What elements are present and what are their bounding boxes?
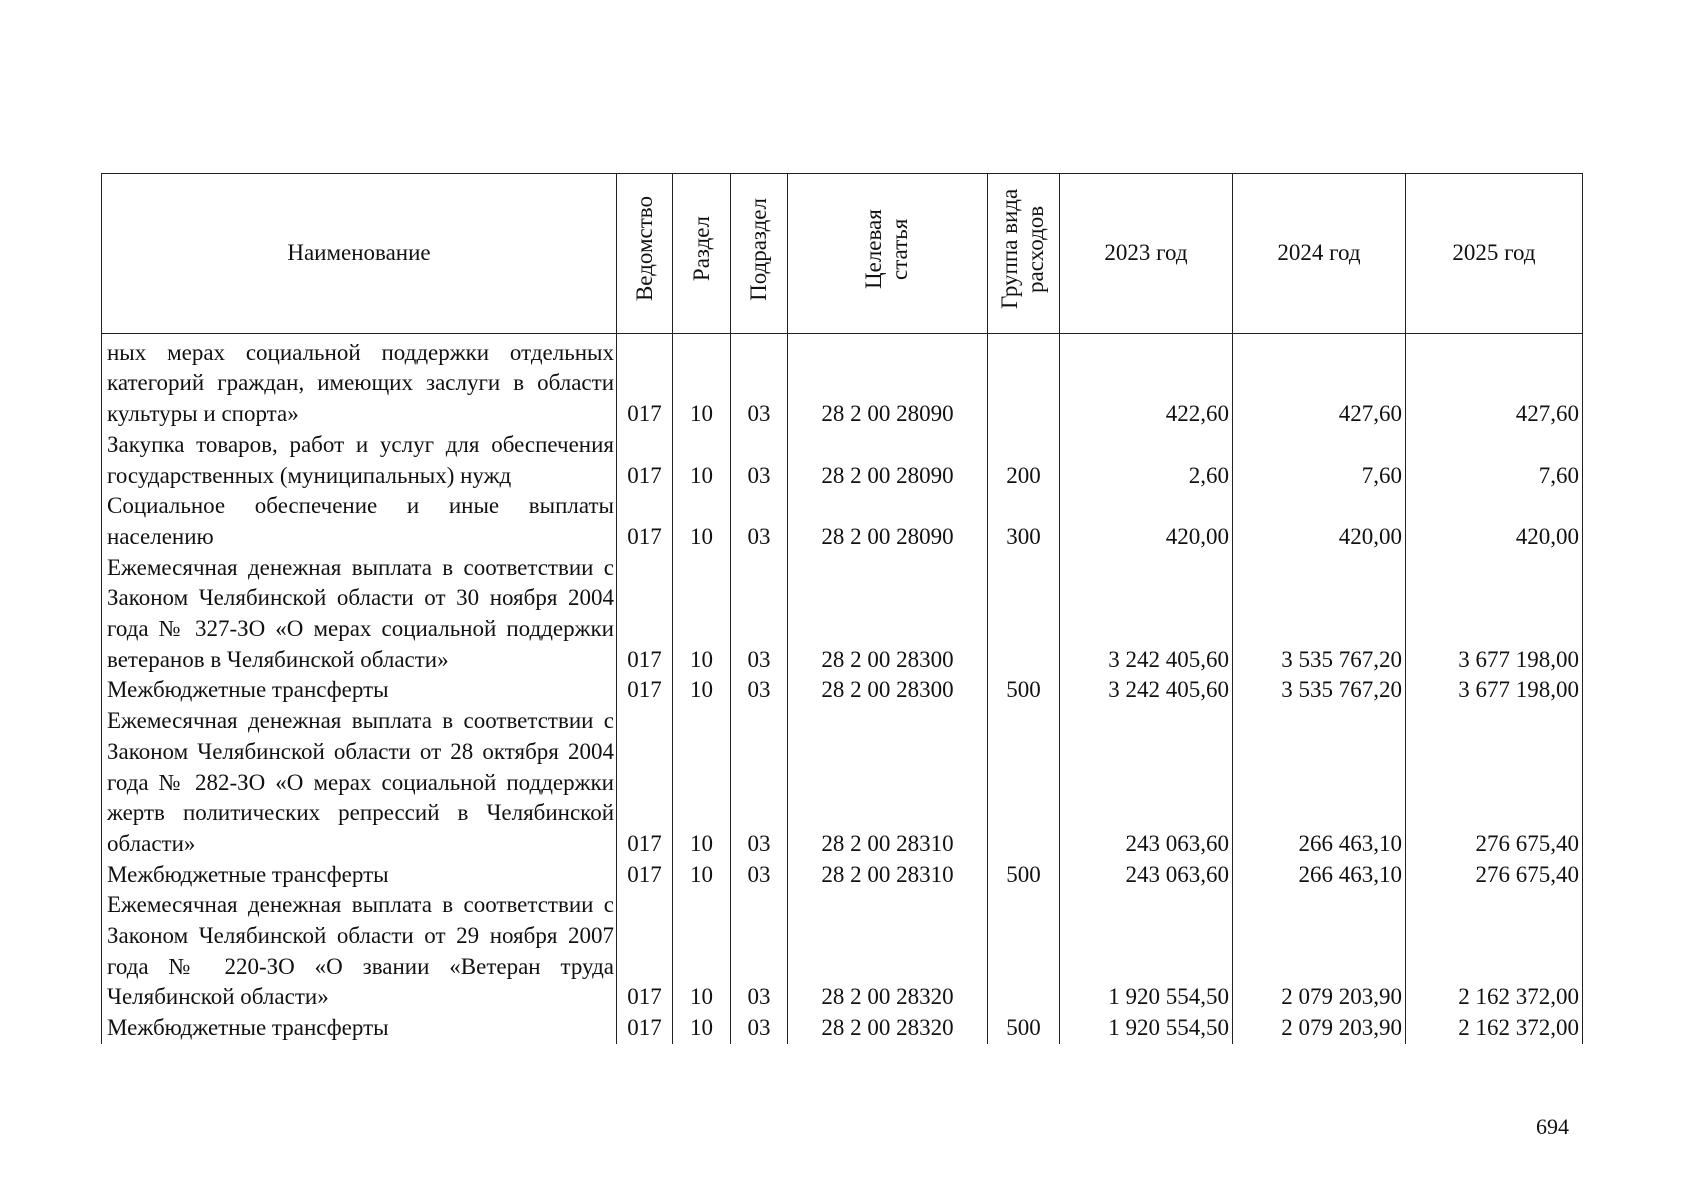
cell-gruppa: 500 <box>988 860 1060 891</box>
header-2024: 2024 год <box>1233 174 1406 334</box>
cell-2025: 276 675,40 <box>1406 706 1583 860</box>
cell-2024: 7,60 <box>1233 430 1406 491</box>
cell-podrazdel: 03 <box>731 491 788 552</box>
cell-2023: 1 920 554,50 <box>1060 1013 1233 1044</box>
cell-2023: 243 063,60 <box>1060 706 1233 860</box>
header-gruppa: Группа вида расходов <box>988 174 1060 334</box>
header-name: Наименование <box>102 174 617 334</box>
header-2025: 2025 год <box>1406 174 1583 334</box>
table-row <box>102 675 1583 706</box>
cell-2025: 7,60 <box>1406 430 1583 491</box>
cell-razdel: 10 <box>673 675 731 706</box>
table-row <box>102 706 1583 860</box>
cell-name: Социальное обеспечение и иные выплаты населению <box>102 491 617 552</box>
header-2023: 2023 год <box>1060 174 1233 334</box>
cell-razdel: 10 <box>673 491 731 552</box>
cell-razdel: 10 <box>673 706 731 860</box>
cell-podrazdel: 03 <box>731 890 788 1013</box>
header-vedomstvo: Ведомство <box>617 174 673 334</box>
table-row <box>102 553 1583 676</box>
header-podrazdel: Подраздел <box>731 174 788 334</box>
cell-name: Ежемесячная денежная выплата в соответствии с Законом Челябинской области от 29 ноября 2007 года № 220-ЗО «О звании «Ветеран труда Челябинской области» <box>102 890 617 1013</box>
cell-razdel: 10 <box>673 890 731 1013</box>
cell-razdel: 10 <box>673 1013 731 1044</box>
cell-name: Межбюджетные трансферты <box>102 1013 617 1044</box>
cell-2023: 1 920 554,50 <box>1060 890 1233 1013</box>
cell-2023: 422,60 <box>1060 333 1233 430</box>
cell-vedomstvo: 017 <box>617 1013 673 1044</box>
cell-vedomstvo: 017 <box>617 333 673 430</box>
cell-gruppa <box>988 333 1060 430</box>
cell-2024: 3 535 767,20 <box>1233 553 1406 676</box>
table-row <box>102 890 1583 1013</box>
cell-podrazdel: 03 <box>731 430 788 491</box>
cell-2025: 427,60 <box>1406 333 1583 430</box>
cell-2025: 3 677 198,00 <box>1406 675 1583 706</box>
cell-2024: 420,00 <box>1233 491 1406 552</box>
cell-2023: 420,00 <box>1060 491 1233 552</box>
cell-podrazdel: 03 <box>731 675 788 706</box>
cell-vedomstvo: 017 <box>617 706 673 860</box>
cell-celevaya: 28 2 00 28090 <box>788 333 988 430</box>
cell-2025: 276 675,40 <box>1406 860 1583 891</box>
table-row <box>102 860 1583 891</box>
cell-name: Ежемесячная денежная выплата в соответствии с Законом Челябинской области от 28 октября 2004 года № 282-ЗО «О мерах социальной поддержки жертв политических репрессий в Челябинской области» <box>102 706 617 860</box>
cell-razdel: 10 <box>673 553 731 676</box>
cell-gruppa <box>988 890 1060 1013</box>
cell-celevaya: 28 2 00 28300 <box>788 675 988 706</box>
cell-name: Закупка товаров, работ и услуг для обеспечения государственных (муниципальных) нужд <box>102 430 617 491</box>
cell-2023: 2,60 <box>1060 430 1233 491</box>
cell-celevaya: 28 2 00 28090 <box>788 491 988 552</box>
cell-2024: 427,60 <box>1233 333 1406 430</box>
cell-razdel: 10 <box>673 860 731 891</box>
cell-name: Межбюджетные трансферты <box>102 675 617 706</box>
table-header <box>102 174 1583 334</box>
table-row <box>102 430 1583 491</box>
cell-vedomstvo: 017 <box>617 890 673 1013</box>
cell-vedomstvo: 017 <box>617 553 673 676</box>
page-number: 694 <box>1536 1114 1569 1139</box>
cell-2023: 243 063,60 <box>1060 860 1233 891</box>
cell-razdel: 10 <box>673 333 731 430</box>
cell-celevaya: 28 2 00 28090 <box>788 430 988 491</box>
cell-vedomstvo: 017 <box>617 675 673 706</box>
cell-2025: 2 162 372,00 <box>1406 1013 1583 1044</box>
cell-podrazdel: 03 <box>731 860 788 891</box>
cell-vedomstvo: 017 <box>617 430 673 491</box>
cell-gruppa <box>988 553 1060 676</box>
cell-vedomstvo: 017 <box>617 860 673 891</box>
table-row <box>102 1013 1583 1044</box>
cell-2025: 3 677 198,00 <box>1406 553 1583 676</box>
cell-celevaya: 28 2 00 28320 <box>788 890 988 1013</box>
table-body <box>102 333 1583 1044</box>
cell-2023: 3 242 405,60 <box>1060 553 1233 676</box>
cell-2023: 3 242 405,60 <box>1060 675 1233 706</box>
cell-name: ных мерах социальной поддержки отдельных категорий граждан, имеющих заслуги в области культуры и спорта» <box>102 333 617 430</box>
cell-vedomstvo: 017 <box>617 491 673 552</box>
cell-razdel: 10 <box>673 430 731 491</box>
header-razdel: Раздел <box>673 174 731 334</box>
cell-2024: 2 079 203,90 <box>1233 1013 1406 1044</box>
header-celevaya: Целевая статья <box>788 174 988 334</box>
cell-celevaya: 28 2 00 28310 <box>788 860 988 891</box>
table-row <box>102 491 1583 552</box>
cell-gruppa: 200 <box>988 430 1060 491</box>
cell-2024: 266 463,10 <box>1233 706 1406 860</box>
cell-gruppa: 500 <box>988 1013 1060 1044</box>
cell-2024: 3 535 767,20 <box>1233 675 1406 706</box>
cell-2025: 2 162 372,00 <box>1406 890 1583 1013</box>
cell-2025: 420,00 <box>1406 491 1583 552</box>
cell-gruppa: 300 <box>988 491 1060 552</box>
cell-podrazdel: 03 <box>731 553 788 676</box>
cell-gruppa <box>988 706 1060 860</box>
cell-name: Межбюджетные трансферты <box>102 860 617 891</box>
budget-table <box>101 173 1583 1044</box>
cell-celevaya: 28 2 00 28300 <box>788 553 988 676</box>
cell-2024: 2 079 203,90 <box>1233 890 1406 1013</box>
cell-podrazdel: 03 <box>731 706 788 860</box>
cell-celevaya: 28 2 00 28320 <box>788 1013 988 1044</box>
cell-podrazdel: 03 <box>731 1013 788 1044</box>
cell-name: Ежемесячная денежная выплата в соответствии с Законом Челябинской области от 30 ноября 2004 года № 327-ЗО «О мерах социальной поддержки ветеранов в Челябинской области» <box>102 553 617 676</box>
cell-gruppa: 500 <box>988 675 1060 706</box>
cell-podrazdel: 03 <box>731 333 788 430</box>
cell-2024: 266 463,10 <box>1233 860 1406 891</box>
cell-celevaya: 28 2 00 28310 <box>788 706 988 860</box>
table-row <box>102 333 1583 430</box>
